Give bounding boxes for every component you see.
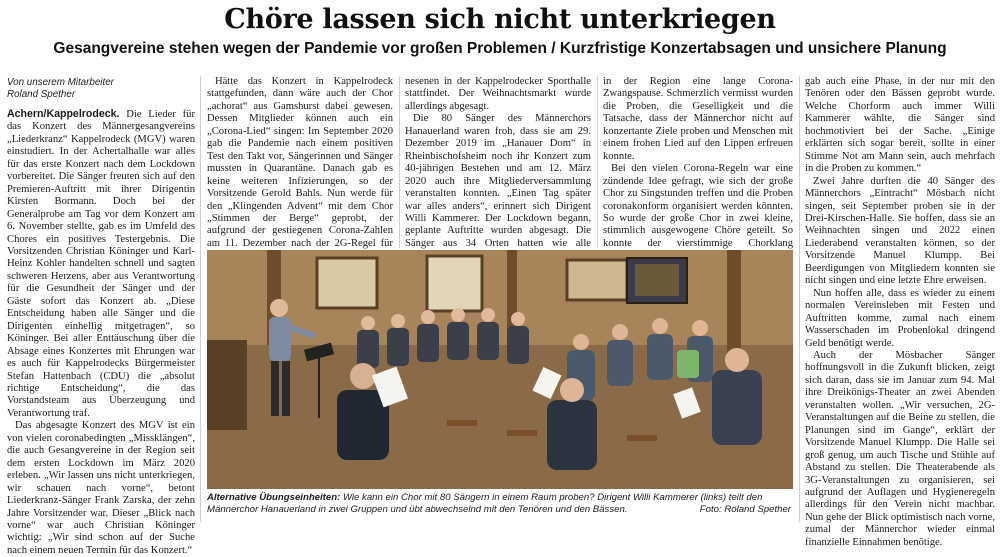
column-rule [399, 76, 400, 248]
headline: Chöre lassen sich nicht unterkriegen [224, 4, 776, 35]
caption-lead: Alternative Übungseinheiten: [207, 492, 341, 503]
byline [7, 77, 195, 100]
paragraph-text: Die Lieder für das Konzert des Männergesangvereins „Liederkranz“ Kappelrodeck (MGV) waren einstudiert. In der Achertalhalle war alles für das erste Konzert nach dem Lockdown vorbereitet. Die Sänger freuten sich auf den Premieren-Auftritt mit ihrer Dirigentin Kirsten Bormann. Doch bei der Generalprobe am Tag vor dem Konzert am 6. November stellte, gab es im Umfeld des Chores ein positives Testergebnis. Die Vorsitzenden Christian Köninger und Karl-Heinz Kohler handelten schnell und sagten schweren Herzens, aber aus Verantwortung für die Gesundheit der Sänger und der Gäste sofort das Konzert ab. „Diese Entscheidung haben alle Sänger und die Dirigenten einhellig mitgetragen“, so Köninger. Bei aller Enttäuschung über die Absage eines Konzertes mit Ehrungen war es auch für Kappelrodecks Bürgermeister Stefan Hattenbach (CDU) die „absolut richtige Entscheidung“, die das Vorstandsteam aus Überzeugung und Verantwortung traf. [7, 109, 195, 419]
paragraph: Nun hoffen alle, dass es wieder zu einem normalen Vereinsleben mit Festen und Auftritten komme, zumal nach einem Wasserschaden im Probenlokal dringend Geld benötigt werde. [805, 287, 995, 349]
byline-line1: Von unserem Mitarbeiter [7, 77, 114, 88]
article-column-5 [805, 76, 995, 548]
dateline: Achern/Kappelrodeck. [7, 108, 120, 120]
byline-author: Roland Spether [7, 88, 76, 100]
column-rule [597, 76, 598, 248]
paragraph: nesenen in der Kappelrodecker Sporthalle stattfindet. Der Weihnachtsmarkt wurde allerdings abgesagt. [405, 76, 591, 112]
caption-text: Wie kann ein Chor mit 80 Sängern in einem Raum proben? Dirigent Willi Kammerer (links) teilt den Männerchor Hanauerland in zwei Gruppen und übt abwechselnd mit den Tenören und den Bässen. [207, 492, 763, 515]
choir-rehearsal-photo [207, 250, 793, 489]
photo-caption [207, 492, 793, 516]
paragraph: Die 80 Sänger des Männerchors Hanauerland waren froh, dass sie am 29. Dezember 2019 im „Hanauer Dom“ in Rheinbischofsheim noch ihr Konzert zum 40-jährigen Bestehen und am 12. März 2020 auch ihre Mitgliederversammlung veranstalten konnten. „Einen Tag später war alles anders“, erinnert sich Dirigent Willi Kammerer. Der Lockdown begann, geplante Auftritte wurden abgesagt. Die Sänger aus 34 Orten hatten wie alle [405, 113, 591, 249]
article-column-2 [207, 76, 393, 249]
paragraph: Zwei Jahre durften die 40 Sänger des Männerchors „Eintracht“ Mösbach nicht singen, seit September proben sie in der Drei-Kirschen-Halle. Sie hoffen, dass sie an Weihnachten singen und 2022 einen Liederabend veranstalten können, so der Vorsitzende Manuel Klumpp. Bei Beerdigungen von Mitgliedern konnten sie nicht singen und eine letzte Ehre erweisen. [805, 175, 995, 287]
paragraph: in der Region eine lange Corona-Zwangspause. Schmerzlich vermisst wurden die Proben, die Geselligkeit und die Tatsache, dass der Männerchor nicht auf konzertante Ziele proben und Menschen mit einem frohen Lied auf den Lippen erfreuen konnte. [603, 76, 793, 162]
paragraph: Auch der Mösbacher Sänger hoffnungsvoll in die Zukunft blicken, zeigt sich daran, dass sie im Januar zum 94. Mal ihre Dreikönigs-Theater an zwei Abenden veranstalten wollen. „Wir versuchen, 2G-Veranstaltungen auf die Beine zu stellen, die Planungen sind im Gange“, erklärt der Vorsitzende Manuel Klumpp. Die Halle sei groß genug, um auch Tische und Stühle auf Abstand zu stellen. Die Theaterabende als 3G-Veranstaltungen zu organisieren, sei aufgrund der Auflagen und Hygieneregeln allerdings für den Verein nicht machbar. Nun gehe der Blick optimistisch nach vorne, zumal der Männerchor wieder einmal finanzielle Einnahmen benötige. [805, 349, 995, 548]
paragraph: Das abgesagte Konzert des MGV ist ein von vielen coronabedingten „Missklängen“, die auch Gesangvereine in der Region seit dem ersten Lockdown im März 2020 erleben. „Wir lassen uns nicht unterkriegen, wir schauen nach vorne“, betont Liederkranz-Sänger Frank Zarska, der zehn Jahre Vorsitzender war. Dieser „Blick nach vorne“ war auch Christian Köninger wichtig: „Wir sind schon auf der Suche nach einem neuen Termin für das Konzert.“ [7, 420, 195, 556]
article-column-1 [7, 108, 195, 556]
paragraph: gab auch eine Phase, in der nur mit den Tenören oder den Bässen geprobt wurde. Welche Chorform auch immer Willi Kammerer wählte, die Sänger sind hochmotiviert bei der Sache. „Einige erklärten sich sogar bereit, sollte in einer Stimme Not am Mann sein, auch mehrfach in die Proben zu kommen.“ [805, 76, 995, 175]
column-rule [200, 76, 201, 522]
article-column-4 [603, 76, 793, 249]
paragraph: Hätte das Konzert in Kappelrodeck stattgefunden, dann wäre auch der Chor „achorat“ aus Gamshurst dabei gewesen. Dessen Mitglieder können auch ein „Corona-Lied“ singen: Im September 2020 gab die Pandemie nach einem positiven Test den Takt vor, Sängerinnen und Sänger mussten in Quarantäne. Danach gab es keine weiteren Infizierungen, so der Vorsitzende Gerold Bahls. Nun werde für den „Klingenden Advent“ mit dem Chor „Stimmen der Berge“ geprobt, der aufgrund der gestiegenen Corona-Zahlen am 11. Dezember nach der 2G-Regel für [207, 76, 393, 249]
article-column-3 [405, 76, 591, 249]
paragraph: Bei den vielen Corona-Regeln war eine zündende Idee gefragt, wie sich der große Chor zu Singstunden treffen und die Proben coronakonform organisiert werden könnten. So wurde der große Chor in zwei kleine, stimmlich ausgewogene Chöre geteilt. So konnte der vierstimmige Chorklang [603, 163, 793, 249]
column-rule [799, 76, 800, 522]
paragraph [7, 108, 195, 420]
subheadline: Gesangvereine stehen wegen der Pandemie vor großen Problemen / Kurzfristige Konzertabsagen und unsichere Planung [53, 40, 947, 57]
photo-credit: Foto: Roland Spether [699, 504, 791, 515]
